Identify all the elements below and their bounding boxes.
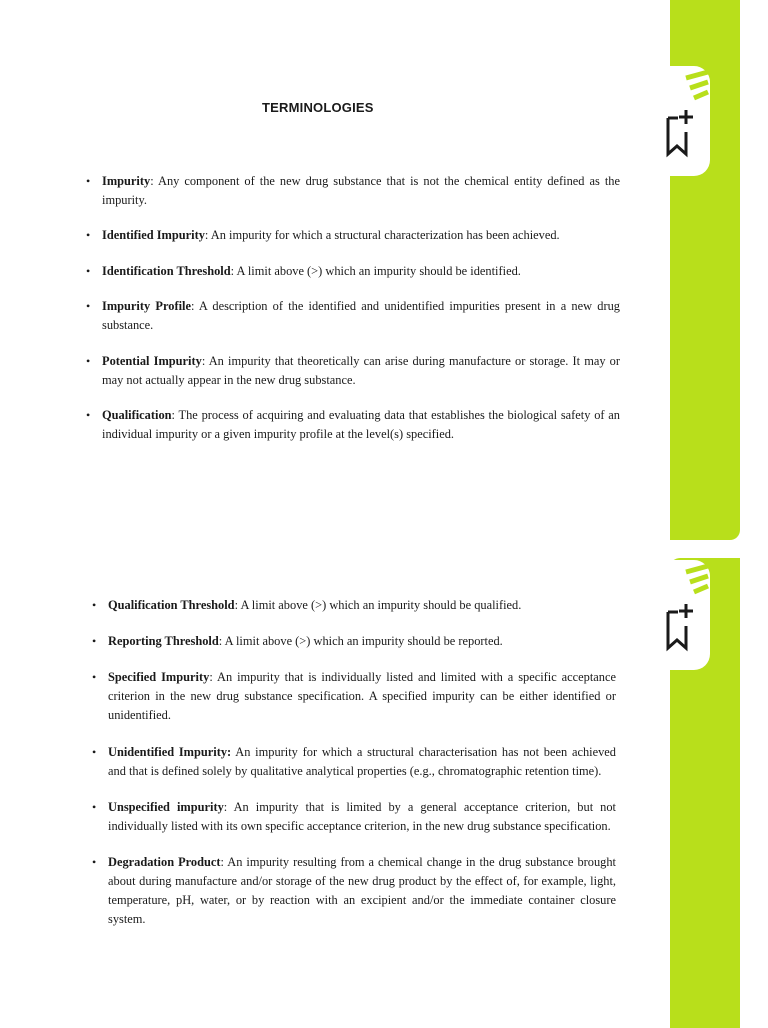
term-definition: An impurity that theoretically can arise during manufacture or storage. It may or may not actually appear in the new drug substance. [102,354,621,387]
term-definition: A limit above (>) which an impurity should be qualified. [238,598,522,612]
terminology-list [92,596,616,929]
term-definition: An impurity for which a structural characterisation has not been achieved and that is defined solely by qualitative analytical properties (e.g., chromatographic retention time). [108,745,616,778]
terminology-list [86,172,620,444]
term-definition: The process of acquiring and evaluating data that establishes the biological safety of an individual impurity or a given impurity profile at the level(s) specified. [102,408,620,441]
list-item: • Identification Threshold: A limit above (>) which an impurity should be identified. [86,262,620,281]
term-label: Unidentified Impurity: [108,745,232,759]
list-item [92,743,616,781]
term-label: Impurity [102,174,151,188]
list-item: • Qualification: The process of acquiring and evaluating data that establishes the biological safety of an individual impurity or a given impurity profile at the level(s) specified. [86,406,620,444]
list-item: • Potential Impurity: An impurity that theoretically can arise during manufacture or storage. It may or may not actually appear in the new drug substance. [86,352,620,390]
list-item: • Unspecified impurity: An impurity that is limited by a general acceptance criterion, but not individually listed with its own specific acceptance criterion, in the new drug substance specification. [92,798,616,836]
term-definition: An impurity for which a structural characterization has been achieved. [208,228,560,242]
term-label: Degradation Product [108,855,221,869]
term-label: Identification Threshold [102,264,231,278]
term-definition: An impurity that is individually listed and limited with a specific acceptance criterion in the new drug substance specification. A specified impurity can be either identified or unidentified. [108,670,616,722]
list-item: • Specified Impurity: An impurity that is individually listed and limited with a specific acceptance criterion in the new drug substance specification. A specified impurity can be either identified or unidentified. [92,668,616,725]
bookmark-tab[interactable] [652,66,710,176]
term-definition: An impurity that is limited by a general acceptance criterion, but not individually listed with its own specific acceptance criterion, in the new drug substance specification. [108,800,616,833]
term-definition: A limit above (>) which an impurity should be identified. [234,264,521,278]
list-item: • Identified Impurity: An impurity for which a structural characterization has been achieved. [86,226,620,245]
term-label: Reporting Threshold [108,634,219,648]
term-label: Qualification [102,408,172,422]
term-label: Qualification Threshold [108,598,235,612]
term-definition: Any component of the new drug substance that is not the chemical entity defined as the impurity. [102,174,620,207]
page-title: TERMINOLOGIES [262,100,374,115]
term-label: Specified Impurity [108,670,210,684]
bookmark-tab[interactable] [652,560,710,670]
term-label: Identified Impurity [102,228,205,242]
list-item: • Reporting Threshold: A limit above (>) which an impurity should be reported. [92,632,616,651]
term-definition: A description of the identified and unidentified impurities present in a new drug substance. [102,299,620,332]
add-bookmark-icon [652,560,710,670]
term-label: Potential Impurity [102,354,202,368]
list-item: • Impurity Profile: A description of the identified and unidentified impurities present in a new drug substance. [86,297,620,335]
term-label: Unspecified impurity [108,800,224,814]
list-item: • Degradation Product: An impurity resulting from a chemical change in the drug substance brought about during manufacture and/or storage of the new drug product by the effect of, for example, light, temperature, pH, water, or by reaction with an excipient and/or the immediate container closure system. [92,853,616,929]
term-definition: A limit above (>) which an impurity should be reported. [222,634,503,648]
list-item: • Impurity: Any component of the new drug substance that is not the chemical entity defined as the impurity. [86,172,620,210]
list-item: • Qualification Threshold: A limit above (>) which an impurity should be qualified. [92,596,616,615]
term-label: Impurity Profile [102,299,191,313]
add-bookmark-icon [652,66,710,176]
term-definition: An impurity resulting from a chemical change in the drug substance brought about during manufacture and/or storage of the new drug product by the effect of, for example, light, temperature, pH, water, or by reaction with an excipient and/or the immediate container closure system. [108,855,617,926]
